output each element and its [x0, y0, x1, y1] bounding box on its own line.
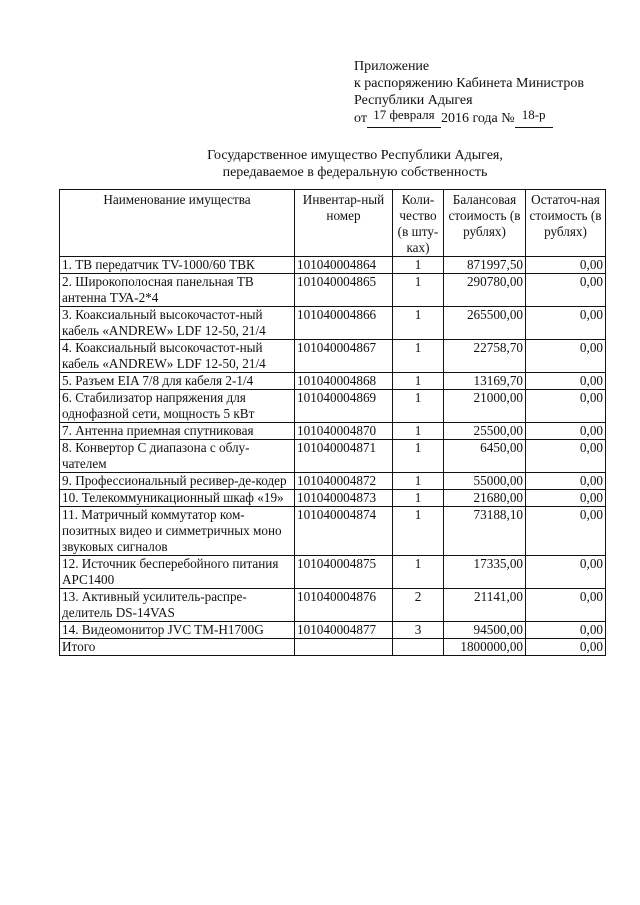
table-row [60, 423, 606, 440]
residual-value-cell: 0,00 [526, 274, 606, 307]
inventory-number-cell: 101040004877 [295, 622, 393, 639]
balance-value-cell: 265500,00 [444, 307, 526, 340]
table-row [60, 589, 606, 622]
balance-value-cell: 21680,00 [444, 490, 526, 507]
residual-value-cell: 0,00 [526, 490, 606, 507]
quantity-cell: 1 [393, 340, 444, 373]
quantity-cell: 3 [393, 622, 444, 639]
residual-value-cell: 0,00 [526, 390, 606, 423]
document-title [0, 147, 640, 181]
inventory-number-cell: 101040004871 [295, 440, 393, 473]
column-header-inventory: Инвентар-ный номер [295, 190, 393, 257]
quantity-cell: 1 [393, 373, 444, 390]
residual-value-cell: 0,00 [526, 440, 606, 473]
inventory-number-cell: 101040004876 [295, 589, 393, 622]
inventory-number-cell: 101040004875 [295, 556, 393, 589]
document-header [354, 58, 584, 128]
residual-value-cell: 0,00 [526, 622, 606, 639]
balance-value-cell: 6450,00 [444, 440, 526, 473]
table-row [60, 490, 606, 507]
column-header-balance: Балансовая стоимость (в рублях) [444, 190, 526, 257]
title-line-1: Государственное имущество Республики Адыгея, [207, 148, 503, 163]
date-prefix: от [354, 111, 367, 126]
asset-name-cell: 8. Конвертор С диапазона с облу-чателем [60, 440, 295, 473]
inventory-number-cell: 101040004867 [295, 340, 393, 373]
asset-name-cell: 7. Антенна приемная спутниковая [60, 423, 295, 440]
table-row [60, 257, 606, 274]
total-label: Итого [60, 639, 295, 656]
table-row [60, 473, 606, 490]
appendix-date-line [354, 109, 584, 128]
quantity-cell: 2 [393, 589, 444, 622]
residual-value-cell: 0,00 [526, 340, 606, 373]
title-line-2: передаваемое в федеральную собственность [222, 165, 488, 180]
appendix-label: Приложение [354, 59, 430, 74]
asset-name-cell: 4. Коаксиальный высокочастот-ный кабель «ANDREW» LDF 12-50, 21/4 [60, 340, 295, 373]
quantity-cell: 1 [393, 440, 444, 473]
balance-value-cell: 871997,50 [444, 257, 526, 274]
balance-value-cell: 55000,00 [444, 473, 526, 490]
total-qty-empty [393, 639, 444, 656]
inventory-number-cell: 101040004870 [295, 423, 393, 440]
inventory-number-cell: 101040004874 [295, 507, 393, 556]
balance-value-cell: 13169,70 [444, 373, 526, 390]
table-body [60, 257, 606, 639]
asset-name-cell: 2. Широкополосная панельная ТВ антенна ТУА-2*4 [60, 274, 295, 307]
asset-name-cell: 10. Телекоммуникационный шкаф «19» [60, 490, 295, 507]
asset-name-cell: 6. Стабилизатор напряжения для однофазной сети, мощность 5 кВт [60, 390, 295, 423]
quantity-cell: 1 [393, 257, 444, 274]
residual-value-cell: 0,00 [526, 507, 606, 556]
handwritten-date: 17 февраля [373, 107, 435, 122]
inventory-number-cell: 101040004872 [295, 473, 393, 490]
table-row [60, 556, 606, 589]
table-row [60, 307, 606, 340]
inventory-number-cell: 101040004865 [295, 274, 393, 307]
table-row [60, 440, 606, 473]
balance-value-cell: 73188,10 [444, 507, 526, 556]
quantity-cell: 1 [393, 274, 444, 307]
quantity-cell: 1 [393, 556, 444, 589]
asset-name-cell: 3. Коаксиальный высокочастот-ный кабель «ANDREW» LDF 12-50, 21/4 [60, 307, 295, 340]
balance-value-cell: 25500,00 [444, 423, 526, 440]
inventory-number-cell: 101040004864 [295, 257, 393, 274]
inventory-number-cell: 101040004873 [295, 490, 393, 507]
quantity-cell: 1 [393, 423, 444, 440]
assets-table [59, 189, 606, 656]
asset-name-cell: 9. Профессиональный ресивер-де-кодер [60, 473, 295, 490]
total-balance: 1800000,00 [444, 639, 526, 656]
appendix-reference: к распоряжению Кабинета Министров [354, 76, 585, 91]
column-header-quantity: Коли-чество (в шту-ках) [393, 190, 444, 257]
date-suffix: 2016 года № [440, 111, 515, 126]
table-header-row [60, 190, 606, 257]
table-row [60, 390, 606, 423]
quantity-cell: 1 [393, 490, 444, 507]
table-row [60, 507, 606, 556]
inventory-number-cell: 101040004868 [295, 373, 393, 390]
balance-value-cell: 21000,00 [444, 390, 526, 423]
balance-value-cell: 22758,70 [444, 340, 526, 373]
residual-value-cell: 0,00 [526, 589, 606, 622]
asset-name-cell: 13. Активный усилитель-распре-делитель DS-14VAS [60, 589, 295, 622]
table-row [60, 340, 606, 373]
inventory-number-cell: 101040004869 [295, 390, 393, 423]
balance-value-cell: 290780,00 [444, 274, 526, 307]
inventory-number-cell: 101040004866 [295, 307, 393, 340]
date-blank [367, 109, 441, 128]
balance-value-cell: 21141,00 [444, 589, 526, 622]
number-blank [515, 109, 553, 128]
residual-value-cell: 0,00 [526, 423, 606, 440]
asset-name-cell: 11. Матричный коммутатор ком-позитных видео и симметричных моно звуковых сигналов [60, 507, 295, 556]
asset-name-cell: 14. Видеомонитор JVC TM-H1700G [60, 622, 295, 639]
asset-name-cell: 12. Источник бесперебойного питания АРС1400 [60, 556, 295, 589]
table-row [60, 373, 606, 390]
total-residual: 0,00 [526, 639, 606, 656]
residual-value-cell: 0,00 [526, 257, 606, 274]
table-row [60, 622, 606, 639]
quantity-cell: 1 [393, 473, 444, 490]
asset-name-cell: 5. Разъем EIA 7/8 для кабеля 2-1/4 [60, 373, 295, 390]
asset-name-cell: 1. ТВ передатчик TV-1000/60 ТВК [60, 257, 295, 274]
residual-value-cell: 0,00 [526, 373, 606, 390]
appendix-republic: Республики Адыгея [354, 93, 473, 108]
balance-value-cell: 17335,00 [444, 556, 526, 589]
residual-value-cell: 0,00 [526, 307, 606, 340]
column-header-name: Наименование имущества [60, 190, 295, 257]
balance-value-cell: 94500,00 [444, 622, 526, 639]
residual-value-cell: 0,00 [526, 473, 606, 490]
table-row [60, 274, 606, 307]
quantity-cell: 1 [393, 390, 444, 423]
total-row [60, 639, 606, 656]
residual-value-cell: 0,00 [526, 556, 606, 589]
handwritten-number: 18-р [521, 107, 546, 122]
column-header-residual: Остаточ-ная стоимость (в рублях) [526, 190, 606, 257]
total-inv-empty [295, 639, 393, 656]
quantity-cell: 1 [393, 507, 444, 556]
quantity-cell: 1 [393, 307, 444, 340]
